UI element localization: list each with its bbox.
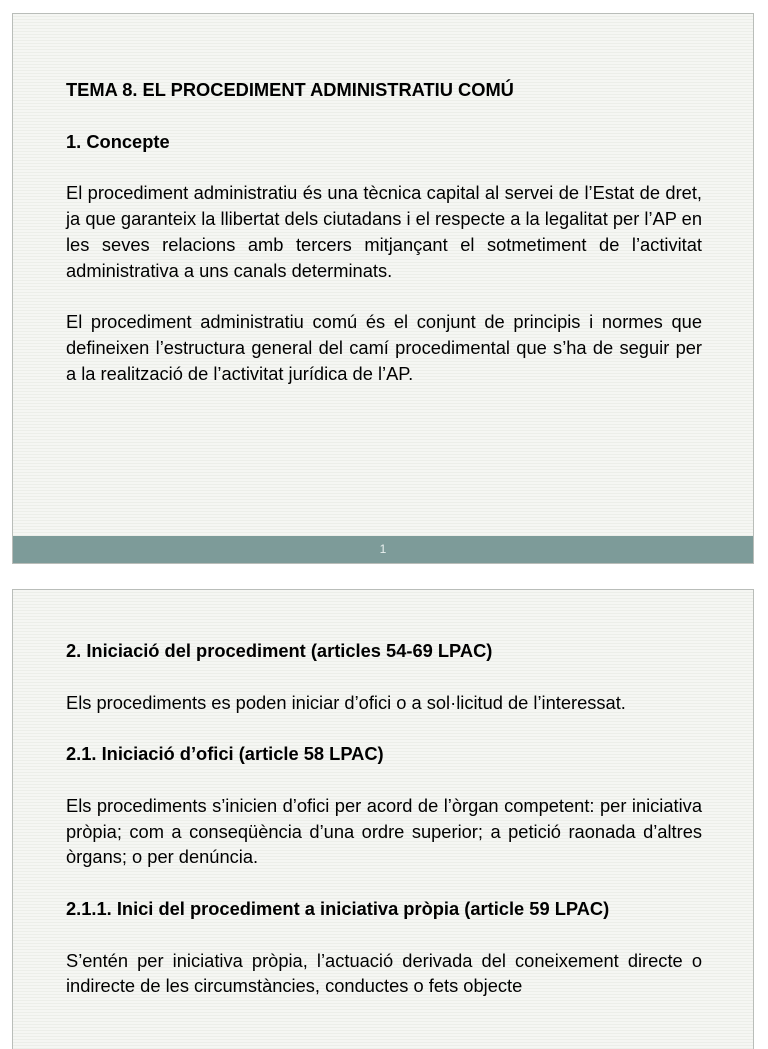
spacer xyxy=(66,154,702,180)
paragraph: Els procediments es poden iniciar d’ofici o a sol·licitud de l’interessat. xyxy=(66,691,626,713)
paragraph: Els procediments s’inicien d’ofici per acord de l’òrgan competent: per iniciativa pròpia; com a conseqüència d’una ordre superior; a petició raonada d’altres òrgans; o per denúncia. xyxy=(66,794,702,868)
section-heading-iniciacio: 2. Iniciació del procediment (articles 54-69 LPAC) xyxy=(66,640,493,661)
slide-footer-bar xyxy=(13,536,753,563)
paragraph: El procediment administratiu comú és el conjunt de principis i normes que defineixen l’estructura general del camí procedimental que s’ha de seguir per a la realització de l’activitat jurídica de l’AP. xyxy=(66,311,702,384)
spacer xyxy=(66,103,702,129)
spacer xyxy=(66,870,702,896)
subsection-heading-iniciativa-propia: 2.1.1. Inici del procediment a iniciativa pròpia (article 59 LPAC) xyxy=(66,897,610,919)
page-separator xyxy=(0,564,768,589)
slide-2-content xyxy=(66,638,702,999)
spacer xyxy=(66,715,702,741)
slide-1-content xyxy=(66,77,702,387)
spacer xyxy=(66,767,702,793)
document-title: TEMA 8. EL PROCEDIMENT ADMINISTRATIU COMÚ xyxy=(66,79,514,100)
spacer xyxy=(66,922,702,948)
paragraph: El procediment administratiu és una tècnica capital al servei de l’Estat de dret, ja que garanteix la llibertat dels ciutadans i el respecte a la legalitat per l’AP en les seves relacions amb tercers mitjançant el sotmetiment de l’activitat administrativa a uns canals determinats. xyxy=(66,182,702,281)
slide-page-1 xyxy=(12,13,754,564)
slide-page-2 xyxy=(12,589,754,1049)
section-heading-concepte: 1. Concepte xyxy=(66,130,170,152)
spacer xyxy=(66,283,702,309)
paragraph: S’entén per iniciativa pròpia, l’actuació derivada del coneixement directe o indirecte de les circumstàncies, conductes o fets objecte xyxy=(66,949,702,997)
subsection-heading-iniciacio-ofici: 2.1. Iniciació d’ofici (article 58 LPAC) xyxy=(66,743,384,765)
page-number: 1 xyxy=(379,542,387,556)
spacer xyxy=(66,664,702,690)
